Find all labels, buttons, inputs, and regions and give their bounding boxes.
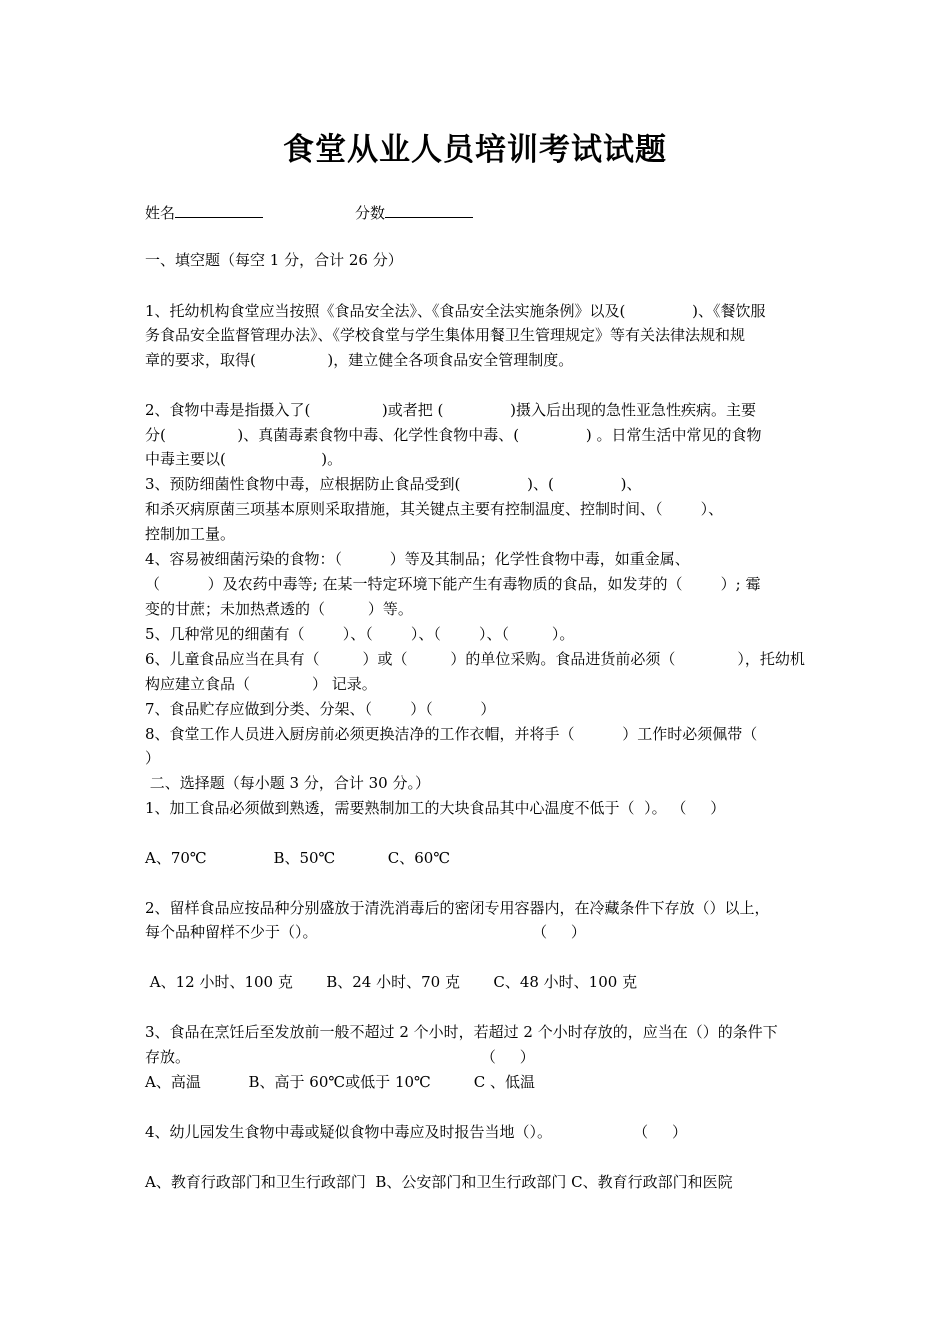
question-text: 2、留样食品应按品种分别盛放于清洗消毒后的密闭专用容器内，在冷藏条件下存放（）以上， [145, 899, 770, 917]
page-title: 食堂从业人员培训考试试题 [283, 132, 667, 168]
question-text: ） [145, 749, 161, 767]
question-text: 1、加工食品必须做到熟透，需要熟制加工的大块食品其中心温度不低于（ ）。 （ ） [145, 799, 726, 817]
question-text: 分( )、真菌毒素食物中毒、化学性食物中毒、( ) 。日常生活中常见的食物 [145, 426, 762, 444]
score-blank [385, 200, 473, 218]
question-text: 每个品种留样不少于（）。 （ ） [145, 923, 586, 941]
question-text: 3、食品在烹饪后至发放前一般不超过 2 个小时，若超过 2 个小时存放的，应当在（）的条件下 [145, 1023, 778, 1041]
question-text: 务食品安全监督管理办法》、《学校食堂与学生集体用餐卫生管理规定》等有关法律法规和规 [145, 326, 746, 344]
question-text: 7、食品贮存应做到分类、分架、（ ）（ ） [145, 700, 496, 718]
score-field [355, 200, 473, 225]
question-text: 1、托幼机构食堂应当按照《食品安全法》、《食品安全法实施条例》以及( )、《餐饮服 [145, 302, 766, 320]
question-text: （ ）及农药中毒等; 在某一特定环境下能产生有毒物质的食品，如发芽的（ ）; 霉 [145, 575, 761, 593]
section-1-heading: 一、填空题（每空 1 分，合计 26 分） [145, 251, 403, 269]
score-label: 分数 [355, 204, 386, 222]
question-text: 存放。 （ ） [145, 1048, 535, 1066]
question-text: 中毒主要以( )。 [145, 450, 343, 468]
question-text: 2、食物中毒是指摄入了( )或者把 ( )摄入后出现的急性亚急性疾病。主要 [145, 401, 756, 419]
question-text: 4、幼儿园发生食物中毒或疑似食物中毒应及时报告当地（）。 （ ） [145, 1123, 687, 1141]
name-field [145, 200, 263, 225]
answer-options: A、12 小时、100 克 B、24 小时、70 克 C、48 小时、100 克 [145, 973, 638, 991]
question-text: 和杀灭病原菌三项基本原则采取措施，其关键点主要有控制温度、控制时间、（ ）、 [145, 500, 724, 518]
answer-options: A、教育行政部门和卫生行政部门 B、公安部门和卫生行政部门 C、教育行政部门和医院 [145, 1173, 733, 1191]
question-text: 构应建立食品（ ） 记录。 [145, 675, 377, 693]
section-2-heading: 二、选择题（每小题 3 分，合计 30 分。） [145, 774, 430, 792]
question-text: 3、预防细菌性食物中毒，应根据防止食品受到( )、( )、 [145, 475, 642, 493]
question-text: 控制加工量。 [145, 525, 236, 543]
question-text: 变的甘蔗；未加热煮透的（ ）等。 [145, 600, 413, 618]
question-text: 章的要求，取得( )，建立健全各项食品安全管理制度。 [145, 351, 574, 369]
question-text: 8、食堂工作人员进入厨房前必须更换洁净的工作衣帽，并将手（ ）工作时必须佩带（ [145, 725, 758, 743]
name-label: 姓名 [145, 204, 176, 222]
answer-options: A、70℃ B、50℃ C、60℃ [145, 849, 451, 867]
question-text: 4、容易被细菌污染的食物：（ ）等及其制品；化学性食物中毒，如重金属、 [145, 550, 690, 568]
name-blank [175, 200, 263, 218]
question-text: 6、儿童食品应当在具有（ ）或（ ）的单位采购。食品进货前必须（ ），托幼机 [145, 650, 805, 668]
answer-options: A、高温 B、高于 60℃或低于 10℃ C 、低温 [145, 1073, 535, 1091]
question-text: 5、几种常见的细菌有（ ）、（ ）、（ ）、（ ）。 [145, 625, 575, 643]
